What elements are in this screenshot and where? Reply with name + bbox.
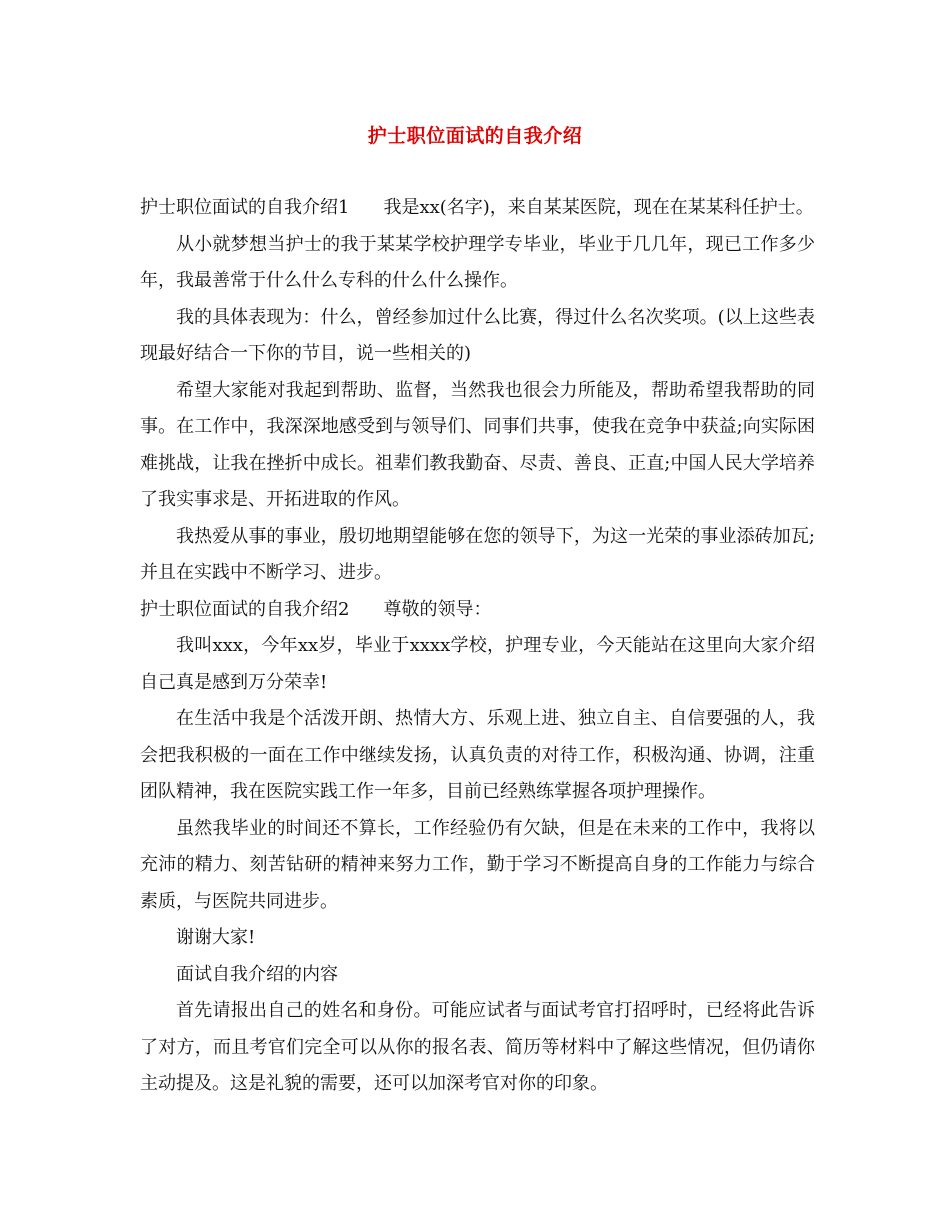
section-heading-label: 护士职位面试的自我介绍1 xyxy=(140,197,350,218)
paragraph: 虽然我毕业的时间还不算长，工作经验仍有欠缺，但是在未来的工作中，我将以充沛的精力、刻苦钻研的精神来努力工作，勤于学习不断提高自身的工作能力与综合素质，与医院共同进步。 xyxy=(140,817,815,912)
paragraph-text: 尊敬的领导： xyxy=(383,598,492,620)
paragraph-text: 我是xx(名字)，来自某某医院，现在在某某科任护士。 xyxy=(383,197,814,218)
paragraph: 我热爱从事的事业，殷切地期望能够在您的领导下，为这一光荣的事业添砖加瓦;并且在实践中不断学习、进步。 xyxy=(140,525,815,583)
paragraph: 从小就梦想当护士的我于某某学校护理学专毕业，毕业于几几年，现已工作多少年，我最善常于什么什么专科的什么什么操作。 xyxy=(140,233,815,291)
section-heading-label: 护士职位面试的自我介绍2 xyxy=(140,598,350,620)
document-title: 护士职位面试的自我介绍 xyxy=(367,125,583,147)
document-body xyxy=(140,190,815,1103)
section-heading-2 xyxy=(140,592,815,629)
subsection-heading: 面试自我介绍的内容 xyxy=(176,963,338,985)
paragraph: 我的具体表现为：什么，曾经参加过什么比赛，得过什么名次奖项。(以上这些表现最好结合一下你的节目，说一些相关的) xyxy=(140,306,815,364)
section-heading-1 xyxy=(140,190,815,227)
paragraph: 谢谢大家! xyxy=(176,927,256,948)
paragraph: 我叫xxx，今年xx岁，毕业于xxxx学校，护理专业，今天能站在这里向大家介绍自己真是感到万分荣幸! xyxy=(140,635,815,693)
paragraph: 首先请报出自己的姓名和身份。可能应试者与面试考官打招呼时，已经将此告诉了对方，而且考官们完全可以从你的报名表、简历等材料中了解这些情况，但仍请你主动提及。这是礼貌的需要，还可以加深考官对你的印象。 xyxy=(140,1000,815,1094)
paragraph: 在生活中我是个活泼开朗、热情大方、乐观上进、独立自主、自信要强的人，我会把我积极的一面在工作中继续发扬，认真负责的对待工作，积极沟通、协调，注重团队精神，我在医院实践工作一年多，目前已经熟练掌握各项护理操作。 xyxy=(140,708,815,802)
paragraph: 希望大家能对我起到帮助、监督，当然我也很会力所能及，帮助希望我帮助的同事。在工作中，我深深地感受到与领导们、同事们共事，使我在竞争中获益;向实际困难挑战，让我在挫折中成长。祖辈们教我勤奋、尽责、善良、正直;中国人民大学培养了我实事求是、开拓进取的作风。 xyxy=(140,379,815,510)
